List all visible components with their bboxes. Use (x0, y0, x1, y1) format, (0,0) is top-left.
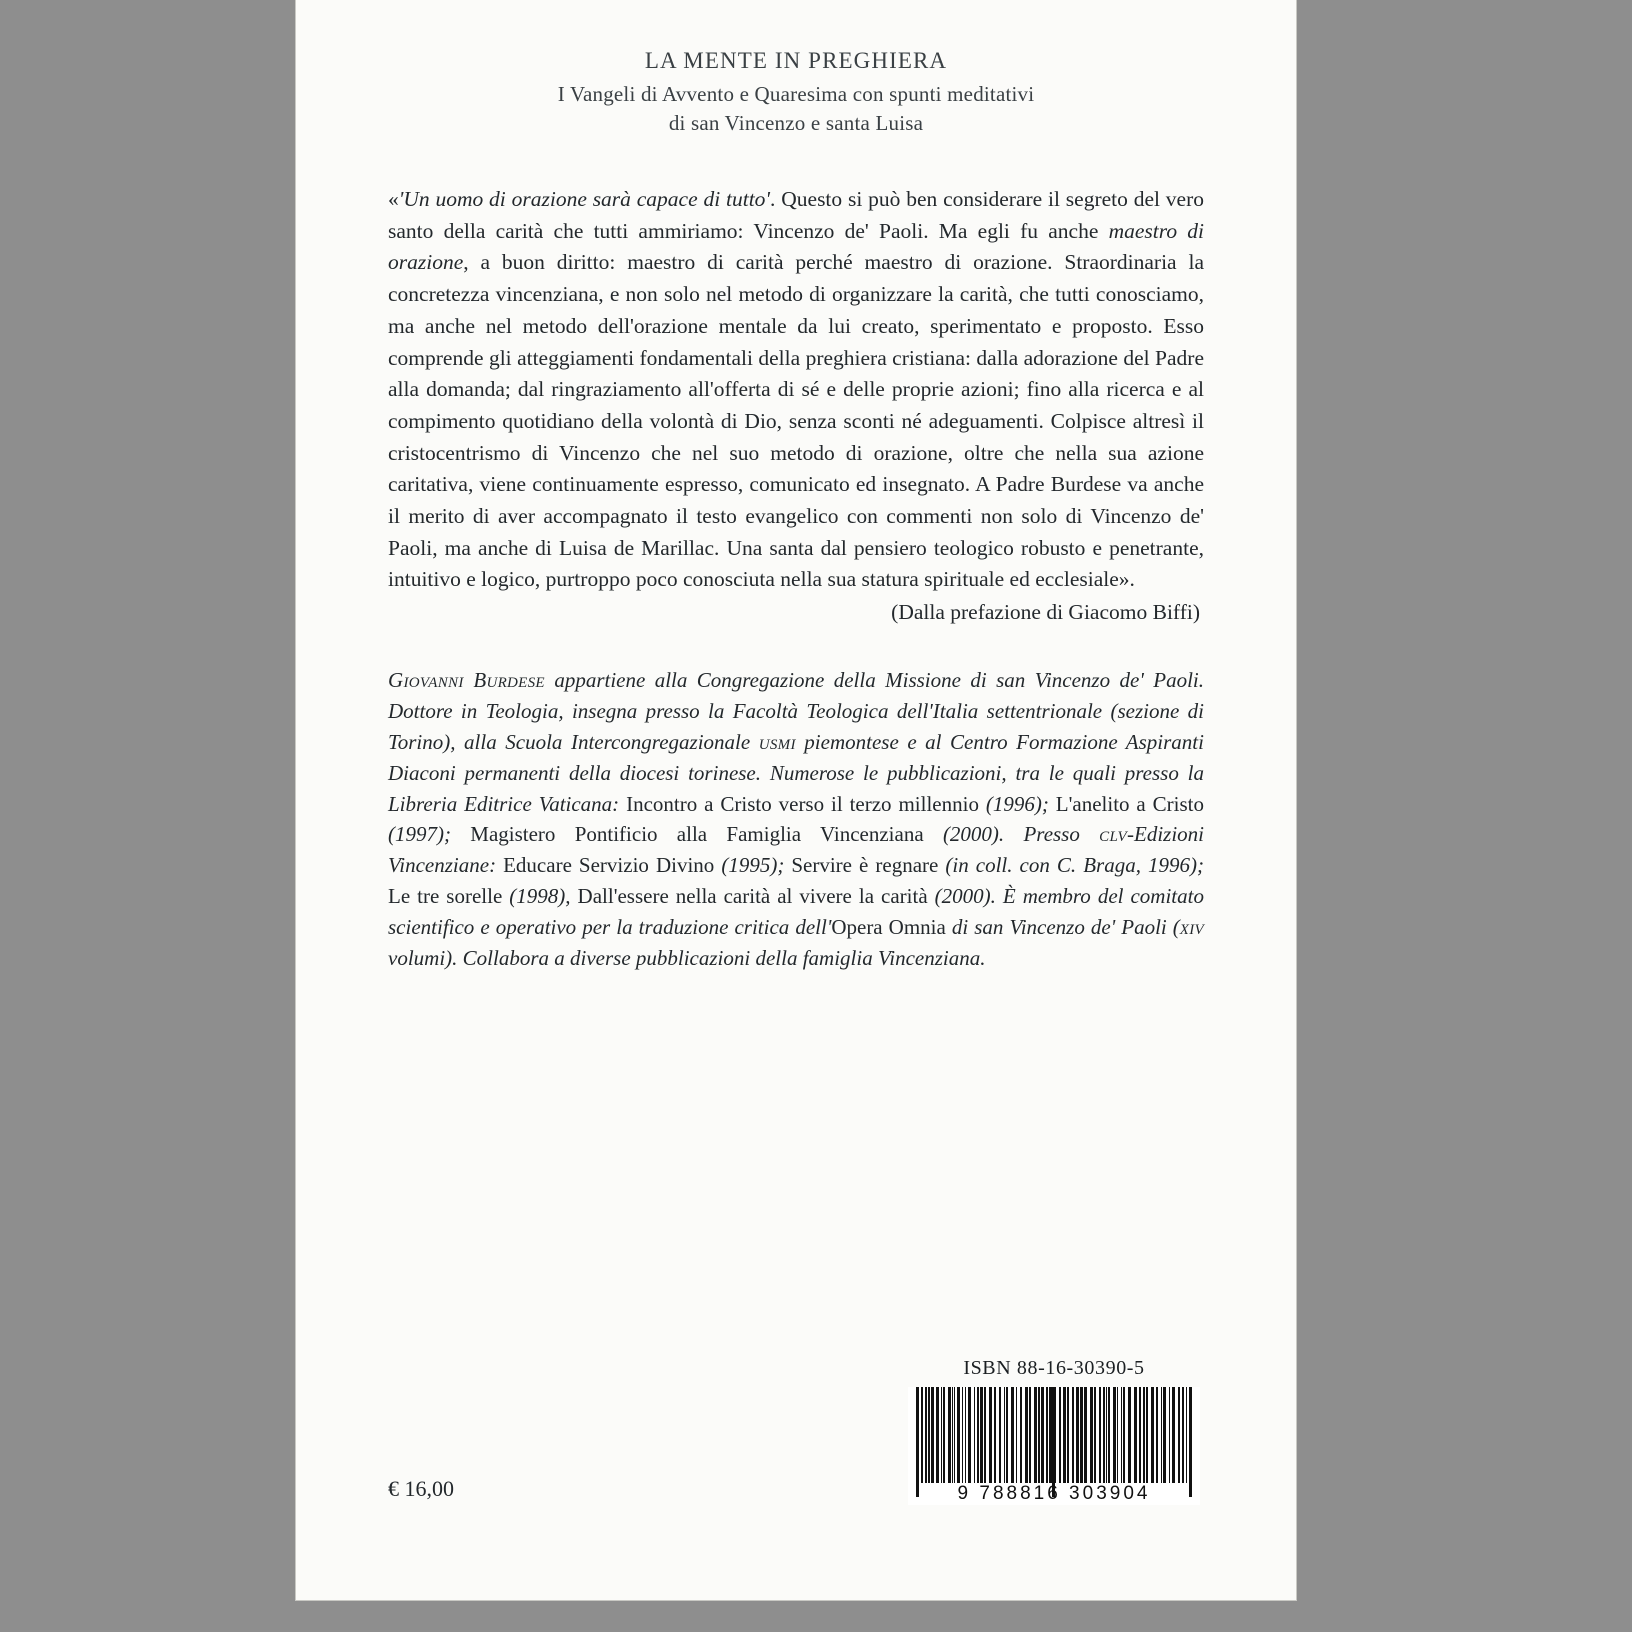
blurb-italic-mid: maestro di orazione (388, 218, 1205, 275)
page-title: LA MENTE IN PREGHIERA (644, 48, 948, 73)
bio-clv-acronym: clv (1099, 822, 1127, 847)
book-back-cover (296, 0, 1296, 1600)
bio-year-3: (2000). (923, 822, 1005, 847)
author-bio (388, 665, 1204, 974)
bio-year-1: (1996); (978, 791, 1056, 816)
bio-work-7: Dall'essere nella carità al vivere la carità (577, 884, 928, 909)
barcode-bars (916, 1387, 1192, 1483)
page-subtitle-line1: I Vangeli di Avvento e Quaresima con spunti meditativi (557, 82, 1035, 106)
bio-line6: di san Vincenzo de' Paoli ( (945, 915, 1180, 940)
bio-work-1: Incontro a Cristo verso il terzo millennio (626, 791, 979, 816)
bio-year-4: (1995); (714, 853, 792, 878)
bio-work-5: Servire è regnare (791, 853, 939, 878)
bio-line7: volumi). Collabora a diverse pubblicazioni della famiglia Vincenziana. (388, 945, 986, 970)
bio-work-6: Le tre sorelle (388, 884, 503, 909)
bio-year-5: (in coll. con C. Braga, 1996); (938, 853, 1204, 878)
barcode-image (908, 1387, 1200, 1505)
bio-xiv-numeral: xiv (1179, 915, 1204, 940)
bio-work-8: Opera Omnia (831, 915, 946, 940)
blurb-italic-lead: 'Un uomo di orazione sarà capace di tutto' (398, 187, 771, 211)
bio-line3: Presso (1004, 822, 1100, 847)
isbn-block (904, 1357, 1204, 1505)
barcode-digits: 9 788816 303904 (957, 1483, 1151, 1504)
bio-year-2: (1997); (388, 822, 471, 847)
bio-usmi-acronym: usmi (758, 729, 796, 754)
title-block (388, 48, 1204, 136)
bio-line2: piemontese e al Centro Formazione Aspiranti Diaconi permanenti della diocesi torinese. Numerose le pubblicazioni, tra le quali presso la Libreria Editrice Vaticana: (388, 729, 1204, 816)
bio-line1: appartiene alla Congregazione della Missione di san Vincenzo de' Paoli. Dottore in Teologia, insegna presso la Facoltà Teologica dell'Italia settentrionale (sezione di Torino), alla Scuola Intercongregazionale (388, 668, 1204, 754)
isbn-number: ISBN 88-16-30390-5 (963, 1357, 1145, 1379)
blurb-paragraph (388, 184, 1204, 596)
author-name: Giovanni Burdese (388, 668, 545, 693)
bio-year-6: (1998), (502, 884, 578, 909)
cover-content (296, 0, 1296, 1600)
bio-line4: -Edizioni Vincenziane: (388, 822, 1204, 878)
blurb-open-quote: « (388, 187, 399, 211)
bio-line5: È membro del comitato scientifico e operativo per la traduzione critica dell' (388, 884, 1204, 940)
blurb-text-part1: . Questo si può ben considerare il segreto del vero santo della carità che tutti ammiriamo: Vincenzo de' Paoli. Ma egli fu anche (388, 187, 1205, 243)
bio-work-4: Educare Servizio Divino (503, 853, 715, 878)
blurb-text-part2: , a buon diritto: maestro di carità perché maestro di orazione. Straordinaria la concretezza vincenziana, e non solo nel metodo di organizzare la carità, che tutti conosciamo, ma anche nel metodo dell'orazione mentale da lui creato, sperimentato e proposto. Esso comprende gli atteggiamenti fondamentali della preghiera cristiana: dalla adorazione del Padre alla domanda; dal ringraziamento all'offerta di sé e delle proprie azioni; fino alla ricerca e al compimento quotidiano della volontà di Dio, senza sconti né adeguamenti. Colpisce altresì il cristocentrismo di Vincenzo che nel suo metodo di orazione, oltre che nella sua azione caritativa, viene continuamente espresso, comunicato ed insegnato. A Padre Burdese va anche il merito di aver accompagnato il testo evangelico con commenti non solo di Vincenzo de' Paoli, ma anche di Luisa de Marillac. Una santa dal pensiero teologico robusto e penetrante, intuitivo e logico, purtroppo poco conosciuta nella sua statura spirituale ed ecclesiale». (388, 250, 1204, 592)
bio-year-7: (2000). (927, 884, 996, 909)
bio-work-3: Magistero Pontificio alla Famiglia Vincenziana (470, 822, 924, 847)
page-subtitle-line2: di san Vincenzo e santa Luisa (668, 111, 924, 135)
bio-work-2: L'anelito a Cristo (1055, 791, 1204, 816)
price-label: € 16,00 (388, 1476, 454, 1501)
blurb-attribution: (Dalla prefazione di Giacomo Biffi) (891, 600, 1200, 625)
